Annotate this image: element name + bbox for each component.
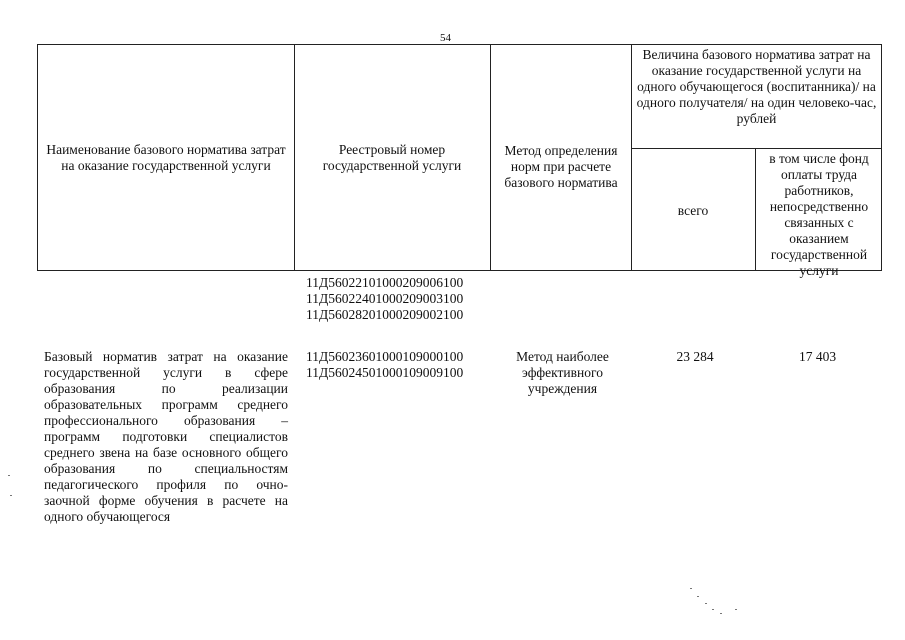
header-method: Метод определения норм при расчете базового норматива bbox=[504, 143, 618, 190]
registry-code: 11Д56022101000209006100 bbox=[306, 275, 464, 290]
registry-code: 11Д56023601000109000100 bbox=[306, 349, 464, 364]
header-including: в том числе фонд оплаты труда работников, непосредственно связанных с оказанием государственной услуги bbox=[769, 151, 869, 278]
header-total: всего bbox=[677, 203, 709, 218]
row-name: Базовый норматив затрат на оказание государственной услуги в сфере образования по реализации образовательных программ среднего профессионального образования – программ подготовки специалистов среднего звена на базе основного общего образования по специальностям педагогического профиля по очно-заочной форме обучения в расчете на одного обучающегося bbox=[44, 349, 288, 524]
header-registry: Реестровый номер государственной услуги bbox=[322, 142, 462, 173]
registry-code: 11Д56022401000209003100 bbox=[306, 291, 464, 306]
page-number: 54 bbox=[440, 32, 451, 44]
row-including: 17 403 bbox=[798, 349, 837, 364]
row-total: 23 284 bbox=[676, 349, 714, 364]
row-method: Метод наиболее эффективного учреждения bbox=[516, 349, 609, 396]
registry-code: 11Д56028201000209002100 bbox=[306, 307, 464, 322]
registry-code: 11Д56024501000109009100 bbox=[306, 365, 464, 380]
header-name: Наименование базового норматива затрат на оказание государственной услуги bbox=[46, 142, 286, 173]
header-value-group: Величина базового норматива затрат на оказание государственной услуги на одного обучающегося (воспитанника)/ на одного получателя/ на один человеко-час, рублей bbox=[636, 47, 877, 126]
